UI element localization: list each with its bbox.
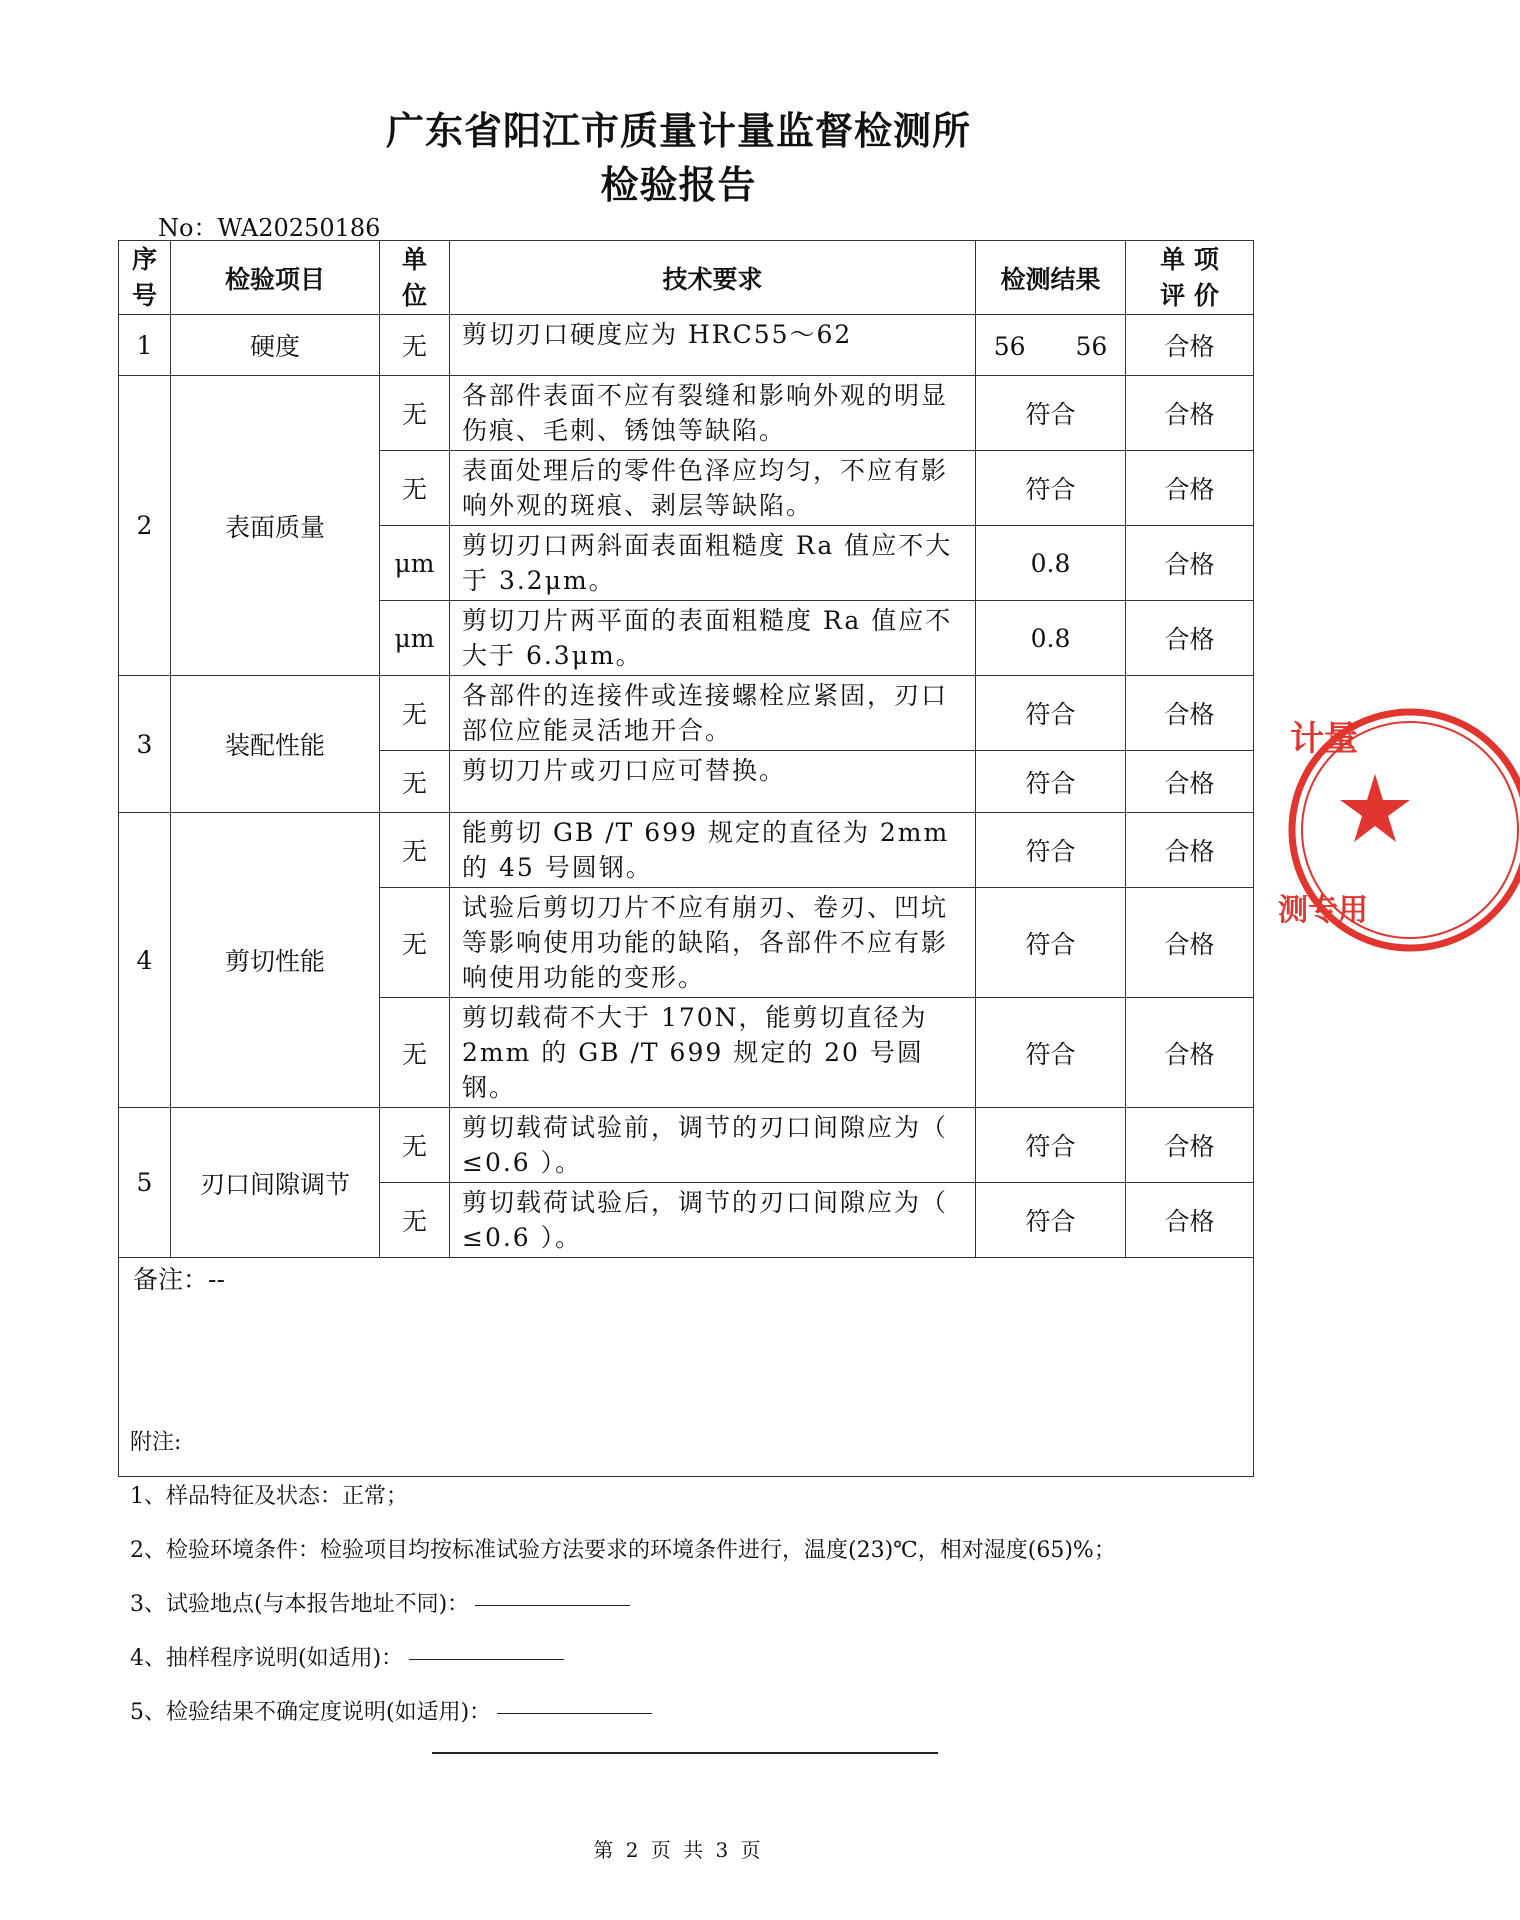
table-row (119, 813, 1254, 888)
report-number: No：WA20250186 (158, 214, 381, 242)
seq-cell: 1 (119, 315, 171, 376)
verdict-cell: 合格 (1126, 601, 1254, 676)
table-row (119, 315, 1254, 376)
unit-cell: 无 (380, 751, 450, 813)
verdict-cell: 合格 (1126, 1108, 1254, 1183)
header-verdict: 单 项 评 价 (1126, 241, 1254, 315)
report-title: 检验报告 (600, 163, 757, 207)
unit-cell: μm (380, 601, 450, 676)
result-cell: 56 56 (976, 315, 1126, 376)
stamp-star-icon (1340, 774, 1410, 842)
note-item-2: 2、检验环境条件：检验项目均按标准试验方法要求的环境条件进行，温度(23)℃，相对湿度(65)%； (130, 1538, 1116, 1563)
verdict-cell: 合格 (1126, 813, 1254, 888)
blank-line (497, 1712, 652, 1714)
unit-cell: μm (380, 526, 450, 601)
item-cell: 剪切性能 (171, 813, 380, 1108)
header-seq: 序 号 (119, 241, 171, 315)
requirement-cell: 各部件的连接件或连接螺栓应紧固，刃口部位应能灵活地开合。 (450, 676, 976, 751)
table-row (119, 376, 1254, 451)
page-number: 第 2 页 共 3 页 (593, 1838, 764, 1862)
item-cell: 表面质量 (171, 376, 380, 676)
item-cell: 装配性能 (171, 676, 380, 813)
unit-cell: 无 (380, 315, 450, 376)
header-item: 检验项目 (171, 241, 380, 315)
note-item-5: 5、检验结果不确定度说明(如适用)： (130, 1695, 652, 1726)
requirement-cell: 试验后剪切刀片不应有崩刃、卷刃、凹坑等影响使用功能的缺陷，各部件不应有影响使用功能的变形。 (450, 888, 976, 998)
result-cell: 符合 (976, 998, 1126, 1108)
remarks-row (119, 1258, 1254, 1477)
table-row (119, 1108, 1254, 1183)
result-cell: 符合 (976, 1183, 1126, 1258)
verdict-cell: 合格 (1126, 888, 1254, 998)
result-cell: 0.8 (976, 526, 1126, 601)
result-cell: 符合 (976, 676, 1126, 751)
seq-cell: 3 (119, 676, 171, 813)
requirement-cell: 剪切刃口硬度应为 HRC55～62 (450, 315, 976, 376)
requirement-cell: 能剪切 GB /T 699 规定的直径为 2mm 的 45 号圆钢。 (450, 813, 976, 888)
unit-cell: 无 (380, 888, 450, 998)
remarks-cell: 备注：-- (119, 1258, 1254, 1477)
verdict-cell: 合格 (1126, 1183, 1254, 1258)
note-item-4: 4、抽样程序说明(如适用)： (130, 1641, 564, 1672)
verdict-cell: 合格 (1126, 315, 1254, 376)
stamp-text-top: 计量 (1290, 719, 1358, 759)
unit-cell: 无 (380, 1183, 450, 1258)
verdict-cell: 合格 (1126, 376, 1254, 451)
result-cell: 符合 (976, 1108, 1126, 1183)
verdict-cell: 合格 (1126, 676, 1254, 751)
requirement-cell: 剪切刃口两斜面表面粗糙度 Ra 值应不大于 3.2μm。 (450, 526, 976, 601)
table-header-row (119, 241, 1254, 315)
result-cell: 符合 (976, 813, 1126, 888)
result-cell: 符合 (976, 376, 1126, 451)
note-item-1: 1、样品特征及状态：正常； (130, 1484, 408, 1509)
notes-heading: 附注: (130, 1430, 182, 1455)
end-divider (432, 1752, 938, 1754)
item-cell: 刃口间隙调节 (171, 1108, 380, 1258)
report-issuer-title: 广东省阳江市质量计量监督检测所 (385, 109, 971, 153)
header-result: 检测结果 (976, 241, 1126, 315)
seq-cell: 2 (119, 376, 171, 676)
item-cell: 硬度 (171, 315, 380, 376)
seq-cell: 5 (119, 1108, 171, 1258)
unit-cell: 无 (380, 998, 450, 1108)
inspection-table (118, 240, 1254, 1477)
blank-line (475, 1604, 630, 1606)
header-requirement: 技术要求 (450, 241, 976, 315)
unit-cell: 无 (380, 676, 450, 751)
requirement-cell: 剪切刀片两平面的表面粗糙度 Ra 值应不大于 6.3μm。 (450, 601, 976, 676)
verdict-cell: 合格 (1126, 751, 1254, 813)
result-cell: 符合 (976, 751, 1126, 813)
requirement-cell: 剪切刀片或刃口应可替换。 (450, 751, 976, 813)
verdict-cell: 合格 (1126, 451, 1254, 526)
header-unit: 单 位 (380, 241, 450, 315)
stamp-text-bottom: 测专用 (1278, 893, 1368, 928)
note-item-3: 3、试验地点(与本报告地址不同)： (130, 1587, 630, 1618)
unit-cell: 无 (380, 376, 450, 451)
result-cell: 0.8 (976, 601, 1126, 676)
requirement-cell: 各部件表面不应有裂缝和影响外观的明显伤痕、毛刺、锈蚀等缺陷。 (450, 376, 976, 451)
requirement-cell: 剪切载荷不大于 170N，能剪切直径为 2mm 的 GB /T 699 规定的 20 号圆钢。 (450, 998, 976, 1108)
requirement-cell: 剪切载荷试验前，调节的刃口间隙应为（ ≤0.6 ）。 (450, 1108, 976, 1183)
requirement-cell: 剪切载荷试验后，调节的刃口间隙应为（ ≤0.6 ）。 (450, 1183, 976, 1258)
verdict-cell: 合格 (1126, 998, 1254, 1108)
unit-cell: 无 (380, 451, 450, 526)
blank-line (409, 1658, 564, 1660)
seq-cell: 4 (119, 813, 171, 1108)
table-row (119, 676, 1254, 751)
result-cell: 符合 (976, 451, 1126, 526)
result-cell: 符合 (976, 888, 1126, 998)
unit-cell: 无 (380, 1108, 450, 1183)
official-stamp (1280, 690, 1520, 970)
requirement-cell: 表面处理后的零件色泽应均匀，不应有影响外观的斑痕、剥层等缺陷。 (450, 451, 976, 526)
unit-cell: 无 (380, 813, 450, 888)
verdict-cell: 合格 (1126, 526, 1254, 601)
